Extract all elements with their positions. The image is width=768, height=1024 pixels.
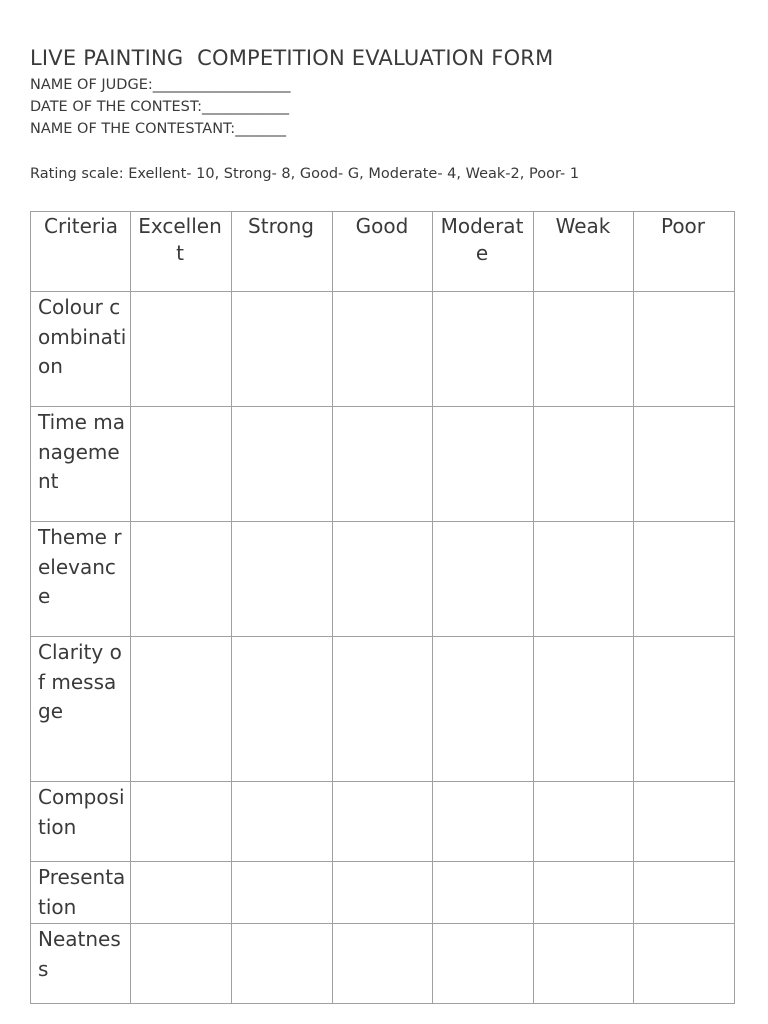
header-good: Good bbox=[333, 212, 433, 292]
header-poor: Poor bbox=[634, 212, 735, 292]
rating-cell-poor[interactable] bbox=[634, 407, 735, 522]
rating-cell-excellent[interactable] bbox=[131, 407, 232, 522]
rating-cell-good[interactable] bbox=[333, 292, 433, 407]
rating-cell-poor[interactable] bbox=[634, 782, 735, 862]
table-row bbox=[31, 407, 735, 522]
rating-cell-moderate[interactable] bbox=[433, 782, 534, 862]
rating-cell-strong[interactable] bbox=[232, 292, 333, 407]
table-row bbox=[31, 292, 735, 407]
rating-cell-moderate[interactable] bbox=[433, 407, 534, 522]
rating-cell-poor[interactable] bbox=[634, 522, 735, 637]
criterion-cell: Colour combination bbox=[31, 292, 131, 407]
rating-cell-poor[interactable] bbox=[634, 862, 735, 924]
rating-cell-excellent[interactable] bbox=[131, 637, 232, 782]
rating-cell-good[interactable] bbox=[333, 782, 433, 862]
rating-cell-strong[interactable] bbox=[232, 637, 333, 782]
judge-name-field: NAME OF JUDGE:___________________ bbox=[30, 77, 291, 93]
header-excellent: Excellent bbox=[131, 212, 232, 292]
rating-cell-good[interactable] bbox=[333, 924, 433, 1004]
rating-cell-moderate[interactable] bbox=[433, 862, 534, 924]
rating-cell-weak[interactable] bbox=[534, 924, 634, 1004]
rating-cell-excellent[interactable] bbox=[131, 782, 232, 862]
rating-cell-good[interactable] bbox=[333, 637, 433, 782]
table-row bbox=[31, 637, 735, 782]
rating-cell-good[interactable] bbox=[333, 407, 433, 522]
rating-cell-moderate[interactable] bbox=[433, 924, 534, 1004]
table-row bbox=[31, 782, 735, 862]
criterion-cell: Theme relevance bbox=[31, 522, 131, 637]
rating-cell-weak[interactable] bbox=[534, 522, 634, 637]
rating-cell-strong[interactable] bbox=[232, 924, 333, 1004]
table-row bbox=[31, 924, 735, 1004]
criterion-cell: Presentation bbox=[31, 862, 131, 924]
rating-cell-weak[interactable] bbox=[534, 782, 634, 862]
rating-cell-strong[interactable] bbox=[232, 407, 333, 522]
rating-cell-weak[interactable] bbox=[534, 292, 634, 407]
criterion-cell: Clarity of message bbox=[31, 637, 131, 782]
header-criteria: Criteria bbox=[31, 212, 131, 292]
rating-cell-excellent[interactable] bbox=[131, 292, 232, 407]
contest-date-field: DATE OF THE CONTEST:____________ bbox=[30, 99, 289, 115]
rating-cell-excellent[interactable] bbox=[131, 522, 232, 637]
evaluation-table bbox=[30, 211, 735, 1004]
rating-cell-strong[interactable] bbox=[232, 782, 333, 862]
rating-cell-weak[interactable] bbox=[534, 862, 634, 924]
rating-cell-moderate[interactable] bbox=[433, 292, 534, 407]
criterion-cell: Time management bbox=[31, 407, 131, 522]
rating-cell-poor[interactable] bbox=[634, 637, 735, 782]
header-weak: Weak bbox=[534, 212, 634, 292]
header-moderate: Moderate bbox=[433, 212, 534, 292]
criterion-cell: Composition bbox=[31, 782, 131, 862]
contestant-name-field: NAME OF THE CONTESTANT:_______ bbox=[30, 121, 286, 137]
rating-cell-strong[interactable] bbox=[232, 522, 333, 637]
rating-cell-excellent[interactable] bbox=[131, 862, 232, 924]
rating-scale-text: Rating scale: Exellent- 10, Strong- 8, Good- G, Moderate- 4, Weak-2, Poor- 1 bbox=[30, 166, 580, 182]
rating-cell-poor[interactable] bbox=[634, 924, 735, 1004]
rating-cell-excellent[interactable] bbox=[131, 924, 232, 1004]
form-title: LIVE PAINTING COMPETITION EVALUATION FORM bbox=[30, 46, 554, 70]
rating-cell-weak[interactable] bbox=[534, 637, 634, 782]
criterion-cell: Neatness bbox=[31, 924, 131, 1004]
rating-cell-good[interactable] bbox=[333, 522, 433, 637]
rating-cell-good[interactable] bbox=[333, 862, 433, 924]
rating-cell-strong[interactable] bbox=[232, 862, 333, 924]
rating-cell-moderate[interactable] bbox=[433, 637, 534, 782]
header-strong: Strong bbox=[232, 212, 333, 292]
rating-cell-poor[interactable] bbox=[634, 292, 735, 407]
table-row bbox=[31, 522, 735, 637]
rating-cell-moderate[interactable] bbox=[433, 522, 534, 637]
rating-cell-weak[interactable] bbox=[534, 407, 634, 522]
header-row bbox=[31, 212, 735, 292]
table-row bbox=[31, 862, 735, 924]
